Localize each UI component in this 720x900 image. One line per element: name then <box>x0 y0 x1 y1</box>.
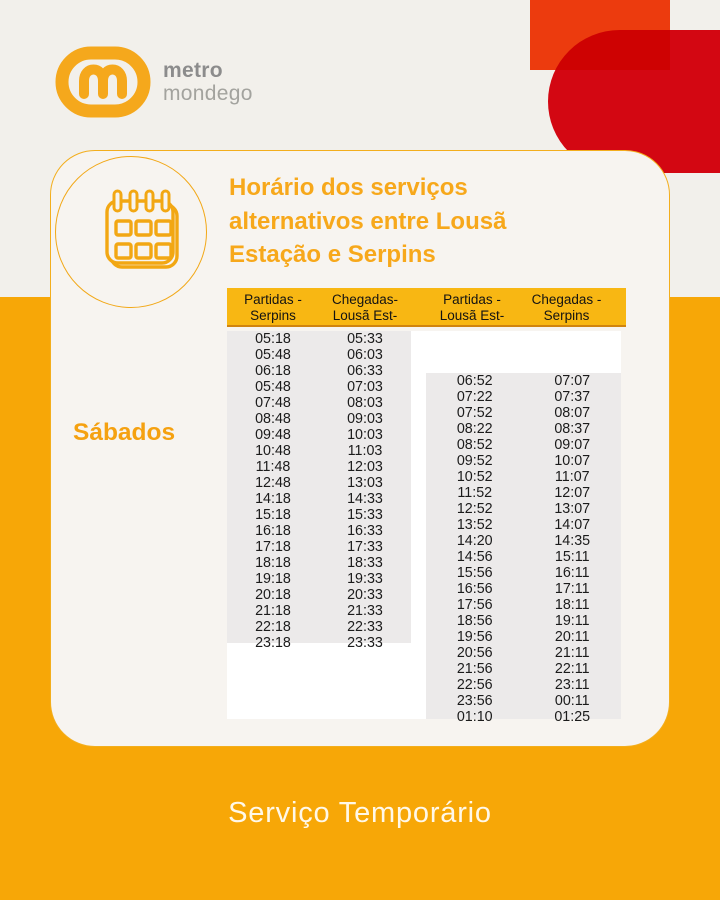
time-cell: 07:52 <box>456 405 493 421</box>
time-cell: 11:07 <box>554 469 590 485</box>
time-cell: 06:03 <box>347 347 383 363</box>
time-cell: 06:33 <box>347 363 383 379</box>
time-cell: 10:52 <box>456 469 493 485</box>
table-row <box>426 437 621 453</box>
time-cell: 23:18 <box>255 635 291 651</box>
table-row <box>426 453 621 469</box>
time-cell: 06:52 <box>456 373 493 389</box>
table-row <box>426 693 621 709</box>
time-cell: 20:11 <box>554 629 590 645</box>
time-cell: 16:33 <box>347 523 383 539</box>
time-cell: 20:56 <box>456 645 493 661</box>
time-cell: 17:56 <box>456 597 493 613</box>
table-row <box>426 581 621 597</box>
time-cell: 16:18 <box>255 523 291 539</box>
logo-text-mondego: mondego <box>163 82 253 105</box>
time-cell: 19:18 <box>255 571 291 587</box>
time-cell: 10:07 <box>554 453 591 469</box>
time-cell: 10:48 <box>255 443 291 459</box>
table-row <box>227 523 411 539</box>
page-title-line1: Horário dos serviços <box>229 174 468 201</box>
timetable <box>227 288 626 725</box>
time-cell: 07:48 <box>255 395 291 411</box>
timetable-card <box>50 150 670 747</box>
time-cell: 19:33 <box>347 571 383 587</box>
column-header-chegadas-lousa: Chegadas- Lousã Est- <box>331 291 399 323</box>
time-cell: 17:18 <box>255 539 291 555</box>
table-row <box>426 517 621 533</box>
left-table-bottom-spacer <box>227 643 426 719</box>
table-row <box>426 629 621 645</box>
time-cell: 09:48 <box>255 427 291 443</box>
table-row <box>227 331 411 347</box>
table-row <box>426 373 621 389</box>
time-cell: 23:56 <box>456 693 493 709</box>
time-cell: 09:03 <box>347 411 383 427</box>
time-cell: 13:07 <box>554 501 591 517</box>
time-cell: 07:07 <box>554 373 591 389</box>
table-row <box>227 363 411 379</box>
time-cell: 08:07 <box>554 405 591 421</box>
table-row <box>227 459 411 475</box>
table-row <box>426 469 621 485</box>
time-cell: 19:56 <box>456 629 493 645</box>
time-cell: 16:56 <box>456 581 493 597</box>
table-row <box>426 661 621 677</box>
right-table-top-spacer <box>426 331 621 373</box>
table-row <box>227 491 411 507</box>
time-cell: 21:33 <box>347 603 383 619</box>
logo-wordmark <box>163 59 253 105</box>
time-cell: 23:11 <box>554 677 590 693</box>
table-row <box>426 597 621 613</box>
time-cell: 12:48 <box>255 475 291 491</box>
table-row <box>227 475 411 491</box>
time-cell: 05:18 <box>255 331 291 347</box>
time-cell: 22:11 <box>554 661 590 677</box>
table-row <box>227 443 411 459</box>
table-row <box>426 389 621 405</box>
time-cell: 17:11 <box>554 581 590 597</box>
table-row <box>227 635 411 651</box>
table-row <box>227 539 411 555</box>
time-cell: 14:35 <box>554 533 591 549</box>
time-cell: 05:33 <box>347 331 383 347</box>
table-row <box>426 421 621 437</box>
time-cell: 09:52 <box>456 453 493 469</box>
table-row <box>426 405 621 421</box>
time-cell: 11:52 <box>457 485 493 501</box>
table-row <box>227 427 411 443</box>
time-cell: 14:33 <box>347 491 383 507</box>
time-cell: 00:11 <box>554 693 590 709</box>
time-cell: 15:18 <box>255 507 291 523</box>
time-cell: 18:33 <box>347 555 383 571</box>
metro-mondego-logo <box>55 46 253 118</box>
time-cell: 14:18 <box>255 491 291 507</box>
time-cell: 18:11 <box>554 597 590 613</box>
time-cell: 07:37 <box>554 389 591 405</box>
time-cell: 11:03 <box>347 443 383 459</box>
time-cell: 08:52 <box>456 437 493 453</box>
table-row <box>227 571 411 587</box>
table-row <box>227 507 411 523</box>
time-cell: 15:56 <box>456 565 493 581</box>
logo-m-icon <box>55 46 151 118</box>
time-cell: 22:56 <box>456 677 493 693</box>
page-title-line2: alternativos entre Lousã <box>229 207 507 235</box>
table-row <box>227 555 411 571</box>
table-row <box>227 347 411 363</box>
calendar-icon <box>93 181 185 281</box>
time-cell: 21:56 <box>456 661 493 677</box>
time-cell: 11:48 <box>255 459 291 475</box>
table-row <box>227 603 411 619</box>
column-header-partidas-lousa: Partidas - Lousã Est- <box>439 291 505 323</box>
right-timetable-panel <box>426 331 621 725</box>
time-cell: 18:56 <box>456 613 493 629</box>
time-cell: 06:18 <box>255 363 291 379</box>
table-row <box>426 501 621 517</box>
time-cell: 22:18 <box>255 619 291 635</box>
time-cell: 05:48 <box>255 347 291 363</box>
day-label: Sábados <box>73 419 176 446</box>
table-row <box>426 549 621 565</box>
logo-text-metro: metro <box>163 59 223 82</box>
time-cell: 13:03 <box>347 475 383 491</box>
time-cell: 16:11 <box>554 565 590 581</box>
time-cell: 18:18 <box>255 555 291 571</box>
time-cell: 08:03 <box>347 395 383 411</box>
time-cell: 15:11 <box>554 549 590 565</box>
right-timetable-body <box>426 373 621 725</box>
table-row <box>227 395 411 411</box>
column-header-partidas-serpins: Partidas - Serpins <box>244 291 302 323</box>
time-cell: 15:33 <box>347 507 383 523</box>
page-title <box>229 171 639 272</box>
time-cell: 17:33 <box>347 539 383 555</box>
table-row <box>426 533 621 549</box>
time-cell: 08:37 <box>554 421 591 437</box>
time-cell: 05:48 <box>255 379 291 395</box>
time-cell: 12:07 <box>554 485 591 501</box>
time-cell: 13:52 <box>456 517 493 533</box>
time-cell: 01:25 <box>554 709 591 725</box>
table-row <box>426 565 621 581</box>
table-row <box>426 677 621 693</box>
time-cell: 14:20 <box>456 533 493 549</box>
table-row <box>227 619 411 635</box>
service-status-label: Serviço Temporário <box>228 797 492 829</box>
time-cell: 14:56 <box>456 549 493 565</box>
time-cell: 20:18 <box>255 587 291 603</box>
time-cell: 20:33 <box>347 587 383 603</box>
table-row <box>426 485 621 501</box>
table-row <box>227 587 411 603</box>
time-cell: 07:22 <box>456 389 493 405</box>
timetable-header-row <box>227 288 626 327</box>
table-row <box>426 613 621 629</box>
time-cell: 10:03 <box>347 427 383 443</box>
time-cell: 09:07 <box>554 437 591 453</box>
time-cell: 22:33 <box>347 619 383 635</box>
table-row <box>227 379 411 395</box>
time-cell: 07:03 <box>347 379 383 395</box>
left-timetable-body <box>227 331 411 651</box>
page-title-line3: Estação e Serpins <box>229 241 436 268</box>
time-cell: 01:10 <box>456 709 493 725</box>
time-cell: 08:22 <box>456 421 493 437</box>
column-header-chegadas-serpins: Chegadas - Serpins <box>531 291 602 323</box>
time-cell: 14:07 <box>554 517 591 533</box>
time-cell: 19:11 <box>554 613 590 629</box>
time-cell: 21:18 <box>255 603 291 619</box>
table-row <box>227 411 411 427</box>
time-cell: 23:33 <box>347 635 383 651</box>
time-cell: 12:03 <box>347 459 383 475</box>
time-cell: 08:48 <box>255 411 291 427</box>
table-row <box>426 709 621 725</box>
time-cell: 12:52 <box>456 501 493 517</box>
time-cell: 21:11 <box>554 645 590 661</box>
table-row <box>426 645 621 661</box>
